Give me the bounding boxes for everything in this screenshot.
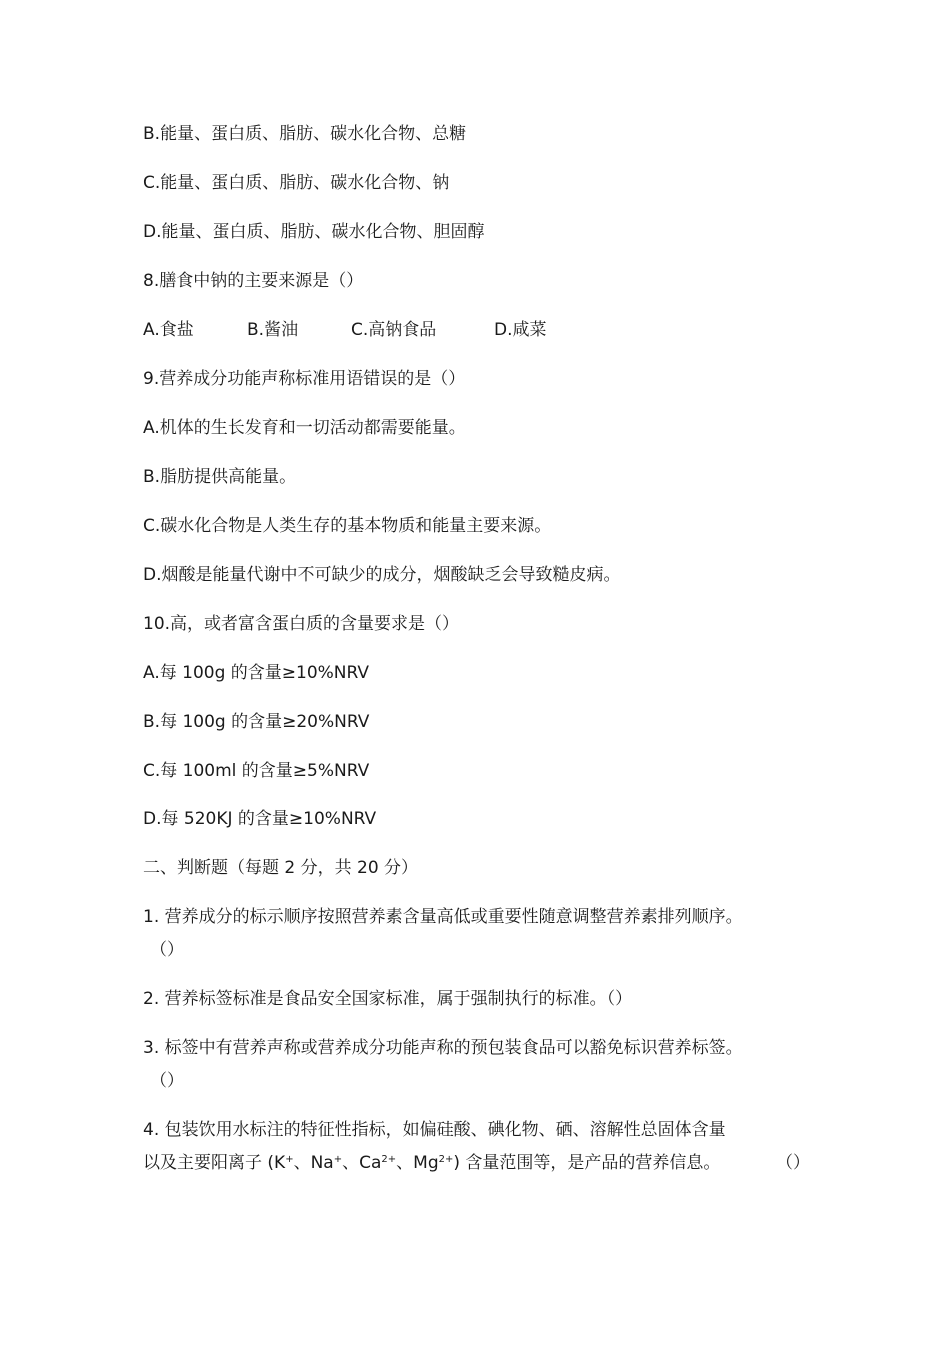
mg-charge: 2+ xyxy=(438,1154,454,1165)
q10-option-d: D.每 520KJ 的含量≥10%NRV xyxy=(143,809,377,829)
q9-option-a: A.机体的生长发育和一切活动都需要能量。 xyxy=(143,418,466,438)
k-charge: + xyxy=(285,1154,294,1165)
tf-q4-sep-na: 、Na xyxy=(293,1153,334,1173)
tf-q3-line1: 3. 标签中有营养声称或营养成分功能声称的预包装食品可以豁免标识营养标签。 xyxy=(143,1038,743,1058)
q8-option-c: C.高钠食品 xyxy=(351,320,437,340)
tf-q4-line2 xyxy=(143,1152,720,1174)
q7-option-b: B.能量、蛋白质、脂肪、碳水化合物、总糖 xyxy=(143,124,467,144)
q10-option-b: B.每 100g 的含量≥20%NRV xyxy=(143,712,370,732)
q8-option-a: A.食盐 xyxy=(143,320,194,340)
na-charge: + xyxy=(333,1154,343,1165)
q8-stem: 8.膳食中钠的主要来源是（） xyxy=(143,271,364,291)
tf-q4-bracket: （） xyxy=(776,1153,810,1173)
q9-option-d: D.烟酸是能量代谢中不可缺少的成分，烟酸缺乏会导致糙皮病。 xyxy=(143,565,621,585)
tf-q1-bracket: （） xyxy=(150,940,184,960)
q10-option-c: C.每 100ml 的含量≥5%NRV xyxy=(143,761,370,781)
q8-option-b: B.酱油 xyxy=(247,320,299,340)
tf-q1-line1: 1. 营养成分的标示顺序按照营养素含量高低或重要性随意调整营养素排列顺序。 xyxy=(143,907,743,927)
tf-q4-line1: 4. 包装饮用水标注的特征性指标，如偏硅酸、碘化物、硒、溶解性总固体含量 xyxy=(143,1120,726,1140)
q9-stem: 9.营养成分功能声称标准用语错误的是（） xyxy=(143,369,466,389)
section-heading: 二、判断题（每题 2 分，共 20 分） xyxy=(143,858,419,878)
q9-option-b: B.脂肪提供高能量。 xyxy=(143,467,297,487)
tf-q2: 2. 营养标签标准是食品安全国家标准，属于强制执行的标准。（） xyxy=(143,989,633,1009)
tf-q4-sep-mg: 、Mg xyxy=(396,1153,439,1173)
q8-options xyxy=(143,319,547,341)
tf-q3-bracket: （） xyxy=(150,1071,184,1091)
q7-option-c: C.能量、蛋白质、脂肪、碳水化合物、钠 xyxy=(143,173,450,193)
tf-q4-prefix: 以及主要阳离子 (K xyxy=(143,1153,286,1173)
q7-option-d: D.能量、蛋白质、脂肪、碳水化合物、胆固醇 xyxy=(143,222,485,242)
q10-option-a: A.每 100g 的含量≥10%NRV xyxy=(143,663,370,683)
q9-option-c: C.碳水化合物是人类生存的基本物质和能量主要来源。 xyxy=(143,516,552,536)
tf-q4-suffix: ) 含量范围等，是产品的营养信息。 xyxy=(453,1153,721,1173)
ca-charge: 2+ xyxy=(381,1154,397,1165)
q8-option-d: D.咸菜 xyxy=(494,320,547,340)
tf-q4-sep-ca: 、Ca xyxy=(342,1153,382,1173)
q10-stem: 10.高，或者富含蛋白质的含量要求是（） xyxy=(143,614,460,634)
